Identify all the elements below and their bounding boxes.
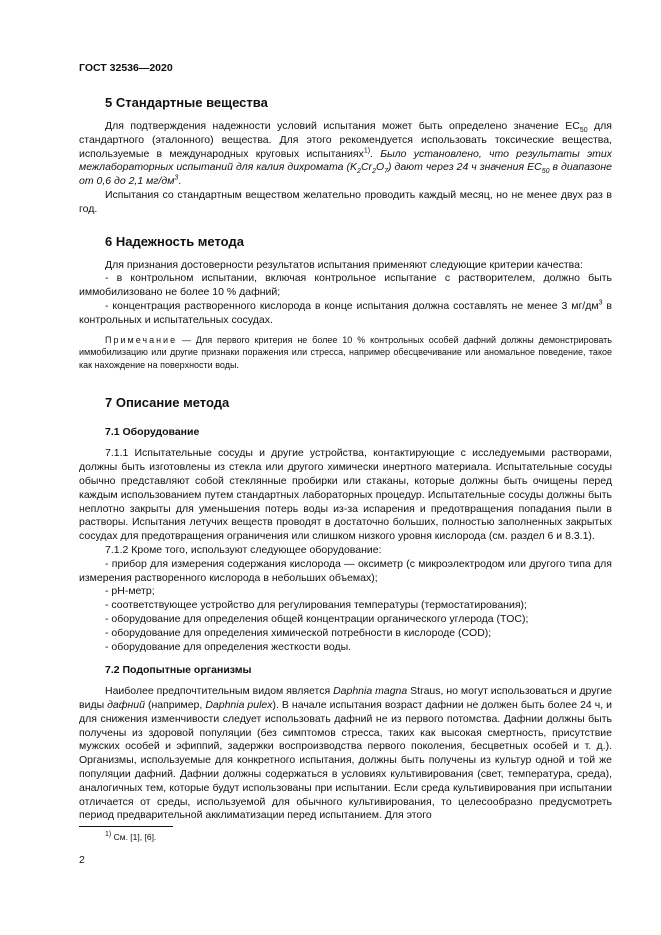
equipment-item: - соответствующее устройство для регулирования температуры (термостатирования); <box>105 599 527 612</box>
footnote-ref: 1) <box>363 147 371 155</box>
page-content <box>79 95 612 823</box>
section-6-criterion-1: - в контрольном испытании, включая контрольное испытание с растворителем, должно быть иммобилизовано не более 10 % дафний; <box>79 272 612 299</box>
equipment-item: - pH-метр; <box>105 585 155 598</box>
paragraph-7-1-2: 7.1.2 Кроме того, используют следующее оборудование: <box>105 543 382 556</box>
section-5-paragraph-1: Для подтверждения надежности условий испытания может быть определено значение $EC_{50}$ для стандартного (эталонного) вещества. Для этого рекомендуется использовать токсические вещества, используемые в международных круговых испытаниях$^{1)}$. Было установлено, что результаты этих межлабораторных испытаний для калия дихромата $(K_2Cr_2O_7)$ дают через 24 ч значения $EC_{50}$ в диапазоне от 0,6 до 2,1 $мг/дм^3$. <box>79 120 612 188</box>
paragraph-7-2: Наиболее предпочтительным видом является Daphnia magna Straus, но могут использоваться и другие виды дафний (например, Daphnia pulex). В начале испытания возраст дафнии не должен быть более 24 ч, и для снижения изменчивости следует использовать дафний не из первого потомства. Дафнии должны быть получены из здоровой популяции (без симптомов стресса, таких как высокая смертность, присутствие мужских особей и эфиппий, задержки воспроизводства первого поколения, бесцветных особей и т. д.). Организмы, используемые для конкретного испытания, должны быть получены из культур одной и той же популяции дафний. Дафнии должны содержаться в условиях культивирования (свет, температура, среда), аналогичных тем, которые будут использованы при испытании. Если среда культивирования при испытании отличается от среды, используемой для обычного культивирования, то целесообразно предусмотреть период предварительной акклиматизации перед испытанием. Для этого <box>79 685 612 822</box>
footnote-mark: 1) <box>105 831 112 839</box>
equipment-item: - оборудование для определения общей концентрации органического углерода (TOC); <box>105 612 529 625</box>
equipment-item: - оборудование для определения жесткости воды. <box>105 640 352 653</box>
subsection-7-1-title: 7.1 Оборудование <box>105 426 200 439</box>
section-6-title: 6 Надежность метода <box>105 233 244 249</box>
standard-header: ГОСТ 32536—2020 <box>79 62 173 74</box>
section-6-paragraph-1: Для признания достоверности результатов испытания применяют следующие критерии качества: <box>105 258 583 271</box>
paragraph-7-1-1: 7.1.1 Испытательные сосуды и другие устройства, контактирующие с исследуемыми растворами, должны быть изготовлены из стекла или другого химически инертного материала. Испытательные сосуды обычно представляют собой стеклянные пробирки или стаканы, которые должны быть очищены перед каждым использованием путем стандартных лабораторных процедур. Испытательные сосуды должны быть неплотно закрыты для уменьшения потерь воды из-за испарения и предотвращения попадания пыли в растворы. Испытания летучих веществ проводят в достаточно больших, полностью заполненных закрытых сосудах для предотвращения ограничения или слишком низкого уровня кислорода (см. раздел 6 и 8.3.1). <box>79 447 612 543</box>
section-5-paragraph-2: Испытания со стандартным веществом желательно проводить каждый месяц, но не менее двух раз в год. <box>79 188 612 215</box>
equipment-item: - прибор для измерения содержания кислорода — оксиметр (с микроэлектродом или другого типа для измерения растворенного кислорода в небольших объемах); <box>79 557 612 584</box>
footnote-divider <box>79 826 173 827</box>
section-5-title: 5 Стандартные вещества <box>105 95 268 110</box>
subsection-7-2-title: 7.2 Подопытные организмы <box>105 664 252 677</box>
section-6-note: Примечание — Для первого критерия не более 10 % контрольных особей дафний должны демонстрировать иммобилизацию или другие признаки поражения или стресса, например обесцвечивание или аномальное поведение, такое как нахождение на поверхности воды. <box>79 334 612 370</box>
section-6-criterion-2: - концентрация растворенного кислорода в конце испытания должна составлять не менее 3 $мг/дм^3$ в контрольных и испытательных сосудах. <box>79 299 612 326</box>
footnote: $^{1)}$ См. [1], [6]. <box>105 831 157 842</box>
equipment-item: - оборудование для определения химической потребности в кислороде (COD); <box>105 626 492 639</box>
page-number: 2 <box>79 854 85 866</box>
section-7-title: 7 Описание метода <box>105 395 230 411</box>
note-label: Примечание <box>105 334 178 345</box>
